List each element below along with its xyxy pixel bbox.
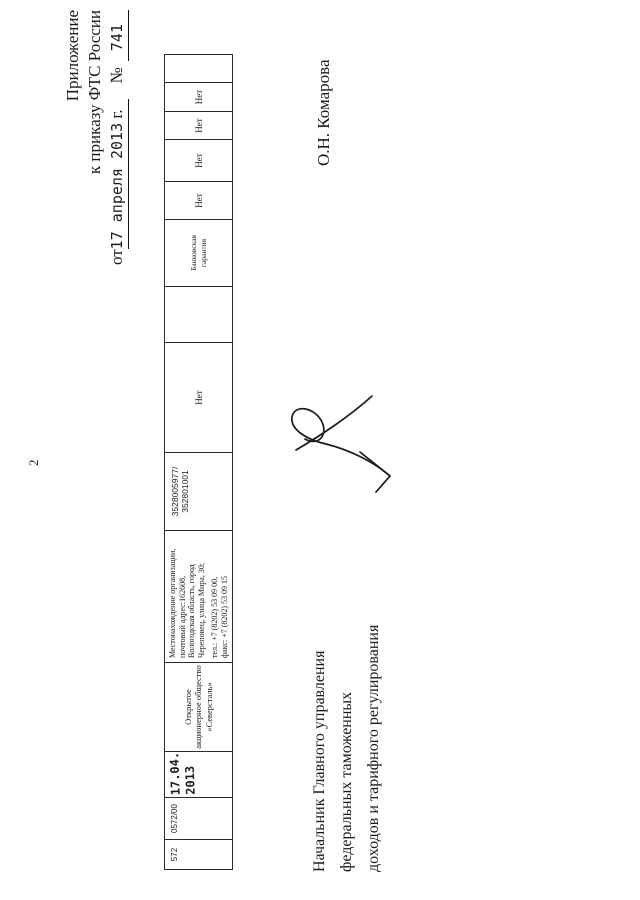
from-label: от: [107, 249, 126, 266]
cell-inn-kpp: [165, 453, 232, 531]
cell-text: Нет: [193, 153, 204, 168]
cell-text: Нет: [193, 118, 204, 133]
year-suffix: г.: [107, 109, 126, 119]
signatory-title-line: Начальник Главного управления: [311, 650, 328, 872]
header-line-appendix: Приложение: [63, 10, 82, 102]
date-underlined-field: [107, 99, 129, 249]
cell-registry-number: [165, 798, 232, 840]
org-line: «Северсталь»: [203, 682, 214, 732]
cell-no-3: [165, 140, 232, 182]
appendix-header: [62, 10, 129, 340]
cell-empty-2: [165, 54, 232, 83]
cell-text: 0572/00: [170, 804, 179, 833]
stamp-day-month: 17.04.: [167, 752, 183, 796]
address-line: Вологодская область, город: [187, 564, 196, 658]
cell-no-5: [165, 83, 232, 112]
order-number-value: 741: [108, 24, 126, 52]
cell-text: Нет: [193, 390, 204, 405]
header-line-order: к приказу ФТС России: [85, 10, 104, 175]
number-sign: №: [107, 67, 126, 84]
address-line: факс: +7 (8202) 53 09 15: [219, 575, 229, 658]
cell-text: 572: [170, 847, 179, 862]
header-line-date-number: [106, 10, 129, 340]
date-value: 17 апреля 2013: [108, 122, 126, 250]
address-line: почтовый адрес:162608,: [177, 575, 187, 658]
address-line: Местонахождение организации,: [168, 548, 177, 658]
cell-date-stamp: [165, 752, 232, 798]
guarantee-line: гарантия: [198, 238, 208, 268]
cell-organization-address: [165, 531, 232, 663]
cell-no-1: [165, 343, 232, 453]
cell-sequence-number: [165, 840, 232, 869]
signatory-title: [306, 625, 387, 872]
signatory-title-line: федеральных таможенных: [338, 691, 355, 872]
register-table-row: [164, 54, 233, 870]
cell-text: Нет: [193, 89, 204, 105]
address-line: Череповец, улица Мира, 30;: [196, 562, 206, 658]
number-underlined-field: [107, 10, 129, 61]
inn-value: 3528005977/: [170, 466, 180, 517]
org-line: акционерное общество: [193, 665, 204, 749]
signatory-title-line: доходов и тарифного регулирования: [365, 624, 382, 872]
cell-organization-name: [165, 663, 232, 752]
cell-text: Нет: [193, 193, 204, 208]
cell-empty-1: [165, 287, 232, 343]
guarantee-line: Банковская: [189, 235, 198, 271]
handwritten-signature-icon: [278, 378, 402, 502]
address-line: тел.: +7 (8202) 53 09 00,: [210, 576, 219, 658]
signatory-name: О.Н. Комарова: [314, 59, 333, 166]
cell-no-2: [165, 182, 232, 220]
kpp-value: 352801001: [180, 470, 190, 513]
date-stamp: [167, 752, 198, 796]
page-number: 2: [26, 459, 41, 466]
cell-no-4: [165, 112, 232, 140]
stamp-year: 2013: [182, 765, 198, 795]
org-line: Открытое: [182, 689, 193, 725]
cell-guarantee-type: [165, 220, 232, 287]
